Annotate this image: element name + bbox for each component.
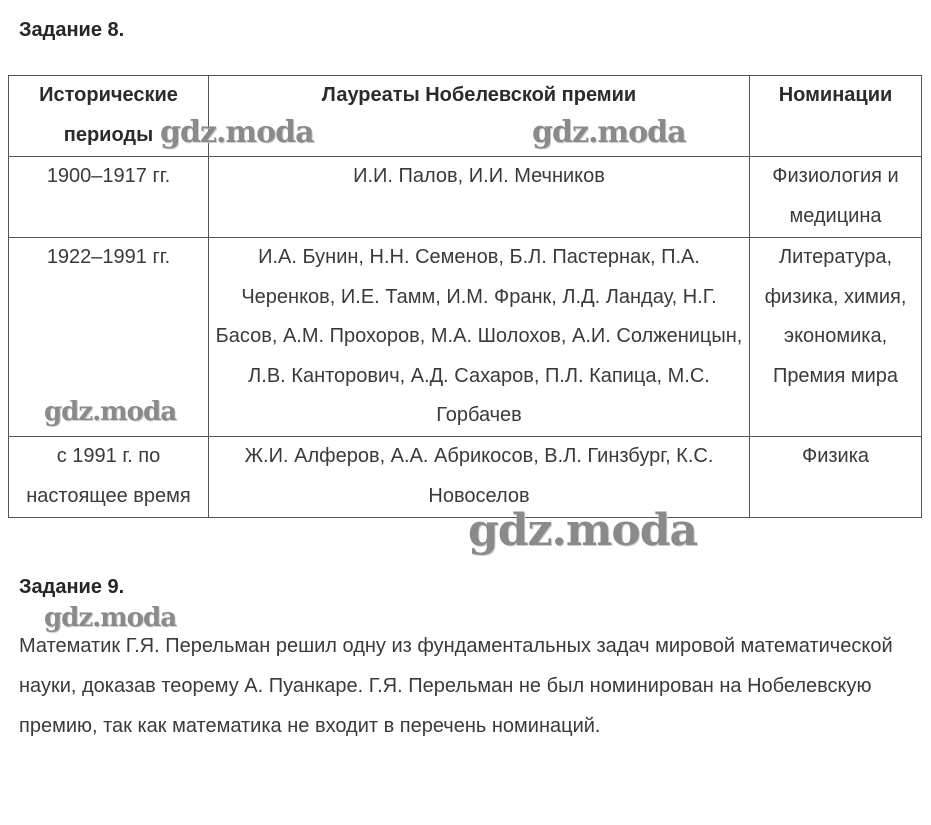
laureates-cell: И.И. Палов, И.И. Мечников <box>209 157 750 238</box>
watermark-logo: gdz.moda <box>44 603 177 633</box>
nobel-laureates-table <box>8 75 922 518</box>
table-header-row <box>9 76 922 157</box>
period-cell: с 1991 г. по настоящее время <box>9 437 209 518</box>
nominations-cell: Физиология и медицина <box>750 157 922 238</box>
table-row <box>9 157 922 238</box>
nominations-cell: Физика <box>750 437 922 518</box>
header-laureates: Лауреаты Нобелевской премии <box>209 76 750 157</box>
table-row <box>9 437 922 518</box>
task-8-heading: Задание 8. <box>19 19 125 41</box>
header-nominations: Номинации <box>750 76 922 157</box>
watermark-logo: gdz.moda <box>160 115 314 150</box>
watermark-logo: gdz.moda <box>532 115 686 150</box>
table-row <box>9 238 922 437</box>
period-cell: 1900–1917 гг. <box>9 157 209 238</box>
laureates-cell: Ж.И. Алферов, А.А. Абрикосов, В.Л. Гинзбург, К.С. Новоселов <box>209 437 750 518</box>
nominations-cell: Литература, физика, химия, экономика, Премия мира <box>750 238 922 437</box>
watermark-logo: gdz.moda <box>44 397 177 427</box>
period-cell: 1922–1991 гг. <box>9 238 209 437</box>
task-9-heading: Задание 9. <box>19 576 125 598</box>
watermark-logo: gdz.moda <box>468 505 698 556</box>
laureates-cell: И.А. Бунин, Н.Н. Семенов, Б.Л. Пастернак, П.А. Черенков, И.Е. Тамм, И.М. Франк, Л.Д. Ландау, Н.Г. Басов, А.М. Прохоров, М.А. Шолохов, А.И. Солженицын, Л.В. Канторович, А.Д. Сахаров, П.Л. Капица, М.С. Горбачев <box>209 238 750 437</box>
header-periods: Исторические периоды <box>9 76 209 157</box>
task-9-answer-text: Математик Г.Я. Перельман решил одну из фундаментальных задач мировой математической науки, доказав теорему А. Пуанкаре. Г.Я. Перельман не был номинирован на Нобелевскую премию, так как математика не входит в перечень номинаций. <box>19 635 893 737</box>
